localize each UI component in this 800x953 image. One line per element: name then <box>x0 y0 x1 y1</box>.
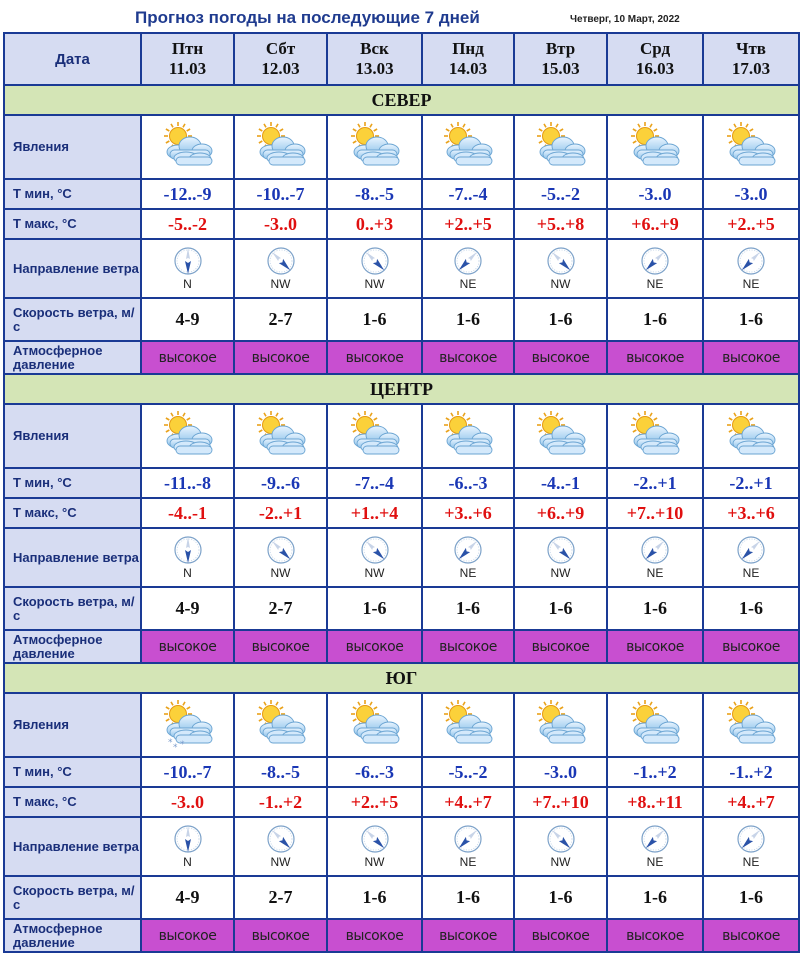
tmin-value: -2..+1 <box>703 468 799 498</box>
wind-dir-row <box>4 528 799 587</box>
region-row <box>4 374 799 404</box>
day-date: 11.03 <box>168 59 207 78</box>
wind-speed-value: 1-6 <box>327 876 422 919</box>
wind-dir-value: NW <box>364 277 385 291</box>
tmin-value: -3..0 <box>607 179 703 209</box>
weather-cell <box>607 693 703 757</box>
row-label-tmax: Т макс, °С <box>4 498 141 528</box>
wind-dir-value: NE <box>459 855 477 869</box>
compass-icon <box>360 535 390 565</box>
tmax-row <box>4 787 799 817</box>
wind-dir-value: NE <box>646 566 664 580</box>
pressure-value <box>327 341 422 374</box>
tmin-value: -1..+2 <box>703 757 799 787</box>
pressure-value <box>141 341 234 374</box>
wind-speed-row <box>4 876 799 919</box>
pressure-row <box>4 341 799 374</box>
wind-dir-value: NW <box>550 277 571 291</box>
wind-speed-value: 4-9 <box>141 298 234 341</box>
wind-speed-value: 1-6 <box>703 298 799 341</box>
tmin-value: -7..-4 <box>422 179 514 209</box>
tmax-value: +3..+6 <box>422 498 514 528</box>
tmax-value: +2..+5 <box>422 209 514 239</box>
wind-speed-value: 2-7 <box>234 298 327 341</box>
wind-dir-value: NW <box>270 566 291 580</box>
tmax-value: -1..+2 <box>234 787 327 817</box>
tmax-value: +2..+5 <box>327 787 422 817</box>
wind-dir-value: N <box>183 277 192 291</box>
weather-cell <box>327 404 422 468</box>
wind-dir-cell <box>703 817 799 876</box>
compass-icon <box>546 246 576 276</box>
cloudy-sun-icon <box>608 122 702 172</box>
cloudy-sun-icon <box>328 700 421 750</box>
region-row <box>4 663 799 693</box>
tmax-value: +3..+6 <box>703 498 799 528</box>
tmin-value: -8..-5 <box>327 179 422 209</box>
pressure-value <box>703 919 799 952</box>
cloudy-sun-icon <box>608 700 702 750</box>
tmin-value: -6..-3 <box>422 468 514 498</box>
wind-dir-cell <box>234 239 327 298</box>
phenomena-row <box>4 115 799 179</box>
tmax-value: +5..+8 <box>514 209 607 239</box>
svg-text:*: * <box>179 740 184 750</box>
pressure-text: высокое <box>531 927 590 944</box>
compass-icon <box>736 824 766 854</box>
wind-speed-row <box>4 298 799 341</box>
row-label-pressure: Атмосферное давление <box>4 919 141 952</box>
cloudy-sun-icon <box>608 411 702 461</box>
day-date: 15.03 <box>541 59 580 78</box>
weather-cell <box>141 404 234 468</box>
wind-speed-value: 1-6 <box>607 876 703 919</box>
wind-speed-value: 1-6 <box>514 876 607 919</box>
wind-dir-value: NE <box>742 566 760 580</box>
day-date: 16.03 <box>635 59 675 78</box>
tmax-value: -3..0 <box>141 787 234 817</box>
row-label-wind-dir: Направление ветра <box>4 528 141 587</box>
tmax-value: +6..+9 <box>607 209 703 239</box>
day-date: 12.03 <box>261 59 300 78</box>
tmax-value: +4..+7 <box>703 787 799 817</box>
wind-dir-cell <box>514 239 607 298</box>
tmin-row <box>4 757 799 787</box>
pressure-text: высокое <box>626 927 684 944</box>
tmax-row <box>4 498 799 528</box>
row-label-phenomena: Явления <box>4 115 141 179</box>
wind-speed-value: 1-6 <box>607 587 703 630</box>
tmin-value: -2..+1 <box>607 468 703 498</box>
wind-dir-row <box>4 817 799 876</box>
wind-dir-cell <box>703 239 799 298</box>
wind-dir-value: NE <box>646 277 664 291</box>
pressure-text: высокое <box>531 638 590 655</box>
pressure-text: высокое <box>345 638 404 655</box>
compass-icon <box>736 535 766 565</box>
pressure-value <box>703 341 799 374</box>
wind-speed-value: 1-6 <box>327 587 422 630</box>
wind-dir-cell <box>141 239 234 298</box>
pressure-value <box>141 919 234 952</box>
page-header <box>0 0 800 32</box>
tmax-value: -2..+1 <box>234 498 327 528</box>
day-name: Пнд <box>452 39 484 58</box>
wind-speed-value: 1-6 <box>422 298 514 341</box>
tmin-value: -11..-8 <box>141 468 234 498</box>
tmax-value: +2..+5 <box>703 209 799 239</box>
compass-icon <box>453 535 483 565</box>
weather-cell <box>607 404 703 468</box>
pressure-text: высокое <box>158 638 217 655</box>
cloudy-sun-icon <box>142 122 233 172</box>
weather-cell <box>514 693 607 757</box>
weather-cell <box>327 693 422 757</box>
weather-cell <box>514 404 607 468</box>
pressure-value <box>422 919 514 952</box>
tmax-value: -4..-1 <box>141 498 234 528</box>
day-header <box>514 33 607 85</box>
pressure-text: высокое <box>722 927 780 944</box>
current-date: Четверг, 10 Март, 2022 <box>570 14 680 25</box>
pressure-value <box>607 919 703 952</box>
tmax-value: 0..+3 <box>327 209 422 239</box>
pressure-value <box>234 630 327 663</box>
tmin-value: -7..-4 <box>327 468 422 498</box>
pressure-value <box>607 630 703 663</box>
pressure-text: высокое <box>251 638 310 655</box>
pressure-row <box>4 630 799 663</box>
pressure-text: высокое <box>439 349 497 366</box>
cloudy-sun-icon <box>235 700 326 750</box>
day-name: Втр <box>545 39 576 58</box>
wind-dir-cell <box>514 528 607 587</box>
row-label-wind-speed: Скорость ветра, м/с <box>4 587 141 630</box>
tmax-value: +6..+9 <box>514 498 607 528</box>
tmin-row <box>4 468 799 498</box>
pressure-value <box>327 630 422 663</box>
wind-dir-value: NE <box>742 855 760 869</box>
pressure-text: высокое <box>626 349 684 366</box>
pressure-text: высокое <box>345 349 404 366</box>
day-name: Сбт <box>265 39 296 58</box>
weather-cell <box>422 404 514 468</box>
compass-icon <box>173 535 203 565</box>
weather-cell <box>422 693 514 757</box>
row-label-pressure: Атмосферное давление <box>4 341 141 374</box>
tmin-value: -4..-1 <box>514 468 607 498</box>
tmin-value: -3..0 <box>703 179 799 209</box>
row-label-wind-dir: Направление ветра <box>4 817 141 876</box>
compass-icon <box>173 824 203 854</box>
region-name: ЦЕНТР <box>4 374 799 404</box>
wind-speed-value: 1-6 <box>514 298 607 341</box>
pressure-value <box>234 919 327 952</box>
row-label-tmin: Т мин, °С <box>4 179 141 209</box>
row-label-tmin: Т мин, °С <box>4 757 141 787</box>
wind-dir-value: NW <box>550 855 571 869</box>
compass-icon <box>360 824 390 854</box>
pressure-value <box>327 919 422 952</box>
pressure-value <box>514 341 607 374</box>
tmin-value: -10..-7 <box>234 179 327 209</box>
compass-icon <box>360 246 390 276</box>
wind-dir-row <box>4 239 799 298</box>
region-name: ЮГ <box>4 663 799 693</box>
cloudy-sun-icon <box>704 122 798 172</box>
wind-dir-value: NE <box>459 566 477 580</box>
pressure-text: высокое <box>439 638 497 655</box>
pressure-value <box>141 630 234 663</box>
weather-cell <box>141 693 234 757</box>
wind-dir-cell <box>422 528 514 587</box>
pressure-row <box>4 919 799 952</box>
wind-dir-value: N <box>183 855 192 869</box>
pressure-value <box>234 341 327 374</box>
day-header <box>703 33 799 85</box>
wind-dir-value: NW <box>270 855 291 869</box>
cloudy-sun-icon <box>515 122 606 172</box>
row-label-wind-speed: Скорость ветра, м/с <box>4 876 141 919</box>
wind-dir-cell <box>422 817 514 876</box>
cloudy-sun-icon <box>142 411 233 461</box>
cloudy-sun-icon <box>328 411 421 461</box>
day-header <box>607 33 703 85</box>
compass-icon <box>173 246 203 276</box>
pressure-value <box>703 630 799 663</box>
day-name: Птн <box>171 39 204 58</box>
pressure-text: высокое <box>531 349 590 366</box>
svg-text:*: * <box>167 738 172 748</box>
tmax-value: +7..+10 <box>607 498 703 528</box>
tmin-value: -9..-6 <box>234 468 327 498</box>
compass-icon <box>640 246 670 276</box>
tmin-value: -12..-9 <box>141 179 234 209</box>
wind-speed-value: 4-9 <box>141 587 234 630</box>
wind-dir-cell <box>141 528 234 587</box>
cloudy-sun-icon <box>235 411 326 461</box>
cloudy-sun-icon <box>704 700 798 750</box>
wind-dir-cell <box>422 239 514 298</box>
tmax-row <box>4 209 799 239</box>
wind-speed-row <box>4 587 799 630</box>
wind-dir-cell <box>327 817 422 876</box>
wind-speed-value: 1-6 <box>607 298 703 341</box>
cloudy-sun-icon <box>423 411 513 461</box>
row-label-phenomena: Явления <box>4 693 141 757</box>
cloudy-snow-icon <box>142 700 233 750</box>
compass-icon <box>453 824 483 854</box>
weather-cell <box>422 115 514 179</box>
wind-dir-cell <box>327 528 422 587</box>
day-header <box>327 33 422 85</box>
pressure-value <box>514 630 607 663</box>
pressure-text: высокое <box>722 638 780 655</box>
day-header <box>141 33 234 85</box>
pressure-text: высокое <box>158 349 217 366</box>
wind-dir-value: NW <box>270 277 291 291</box>
tmax-value: +1..+4 <box>327 498 422 528</box>
row-label-tmax: Т макс, °С <box>4 787 141 817</box>
wind-speed-value: 1-6 <box>422 587 514 630</box>
weather-cell <box>607 115 703 179</box>
wind-dir-cell <box>234 528 327 587</box>
compass-icon <box>546 824 576 854</box>
cloudy-sun-icon <box>328 122 421 172</box>
day-date: 14.03 <box>448 59 488 78</box>
day-name: Чтв <box>735 39 766 58</box>
weather-cell <box>703 693 799 757</box>
phenomena-row <box>4 693 799 757</box>
region-name: СЕВЕР <box>4 85 799 115</box>
tmax-value: -3..0 <box>234 209 327 239</box>
day-header <box>422 33 514 85</box>
cloudy-sun-icon <box>235 122 326 172</box>
weather-cell <box>141 115 234 179</box>
wind-dir-value: NW <box>364 855 385 869</box>
cloudy-sun-icon <box>423 122 513 172</box>
row-label-tmin: Т мин, °С <box>4 468 141 498</box>
day-date: 13.03 <box>355 59 394 78</box>
wind-speed-value: 2-7 <box>234 587 327 630</box>
wind-dir-cell <box>607 528 703 587</box>
pressure-text: высокое <box>626 638 684 655</box>
compass-icon <box>736 246 766 276</box>
tmax-value: +4..+7 <box>422 787 514 817</box>
compass-icon <box>640 535 670 565</box>
tmin-value: -1..+2 <box>607 757 703 787</box>
wind-dir-cell <box>607 817 703 876</box>
tmin-value: -5..-2 <box>422 757 514 787</box>
forecast-table <box>3 32 800 953</box>
pressure-value <box>607 341 703 374</box>
wind-dir-cell <box>514 817 607 876</box>
svg-text:*: * <box>172 743 177 750</box>
tmin-value: -8..-5 <box>234 757 327 787</box>
row-label-wind-dir: Направление ветра <box>4 239 141 298</box>
weather-cell <box>703 404 799 468</box>
row-label-wind-speed: Скорость ветра, м/с <box>4 298 141 341</box>
compass-icon <box>640 824 670 854</box>
wind-dir-value: NE <box>459 277 477 291</box>
compass-icon <box>453 246 483 276</box>
wind-dir-cell <box>141 817 234 876</box>
wind-speed-value: 4-9 <box>141 876 234 919</box>
weather-cell <box>703 115 799 179</box>
phenomena-row <box>4 404 799 468</box>
tmin-value: -6..-3 <box>327 757 422 787</box>
wind-speed-value: 1-6 <box>422 876 514 919</box>
row-label-tmax: Т макс, °С <box>4 209 141 239</box>
wind-dir-cell <box>234 817 327 876</box>
wind-dir-value: NE <box>742 277 760 291</box>
pressure-text: высокое <box>722 349 780 366</box>
wind-dir-value: N <box>183 566 192 580</box>
pressure-text: высокое <box>251 349 310 366</box>
wind-dir-value: NE <box>646 855 664 869</box>
tmin-value: -5..-2 <box>514 179 607 209</box>
weather-cell <box>234 115 327 179</box>
pressure-text: высокое <box>251 927 310 944</box>
tmin-row <box>4 179 799 209</box>
wind-dir-value: NW <box>364 566 385 580</box>
tmax-value: +8..+11 <box>607 787 703 817</box>
wind-speed-value: 1-6 <box>703 876 799 919</box>
cloudy-sun-icon <box>515 700 606 750</box>
weather-cell <box>327 115 422 179</box>
pressure-value <box>514 919 607 952</box>
wind-speed-value: 1-6 <box>703 587 799 630</box>
header-row <box>4 33 799 85</box>
day-date: 17.03 <box>731 59 771 78</box>
pressure-value <box>422 630 514 663</box>
wind-dir-cell <box>703 528 799 587</box>
pressure-text: высокое <box>345 927 404 944</box>
wind-dir-cell <box>327 239 422 298</box>
compass-icon <box>266 535 296 565</box>
page-title: Прогноз погоды на последующие 7 дней <box>135 8 480 27</box>
tmin-value: -3..0 <box>514 757 607 787</box>
compass-icon <box>266 246 296 276</box>
wind-dir-value: NW <box>550 566 571 580</box>
wind-dir-cell <box>607 239 703 298</box>
cloudy-sun-icon <box>515 411 606 461</box>
compass-icon <box>546 535 576 565</box>
pressure-text: высокое <box>158 927 217 944</box>
weather-cell <box>234 693 327 757</box>
day-header <box>234 33 327 85</box>
date-header-label: Дата <box>4 33 141 85</box>
day-name: Срд <box>639 39 671 58</box>
day-name: Вск <box>360 39 389 58</box>
wind-speed-value: 1-6 <box>514 587 607 630</box>
weather-cell <box>514 115 607 179</box>
weather-cell <box>234 404 327 468</box>
compass-icon <box>266 824 296 854</box>
wind-speed-value: 1-6 <box>327 298 422 341</box>
region-row <box>4 85 799 115</box>
wind-speed-value: 2-7 <box>234 876 327 919</box>
row-label-pressure: Атмосферное давление <box>4 630 141 663</box>
tmax-value: +7..+10 <box>514 787 607 817</box>
cloudy-sun-icon <box>423 700 513 750</box>
tmin-value: -10..-7 <box>141 757 234 787</box>
pressure-value <box>422 341 514 374</box>
cloudy-sun-icon <box>704 411 798 461</box>
row-label-phenomena: Явления <box>4 404 141 468</box>
pressure-text: высокое <box>439 927 497 944</box>
tmax-value: -5..-2 <box>141 209 234 239</box>
